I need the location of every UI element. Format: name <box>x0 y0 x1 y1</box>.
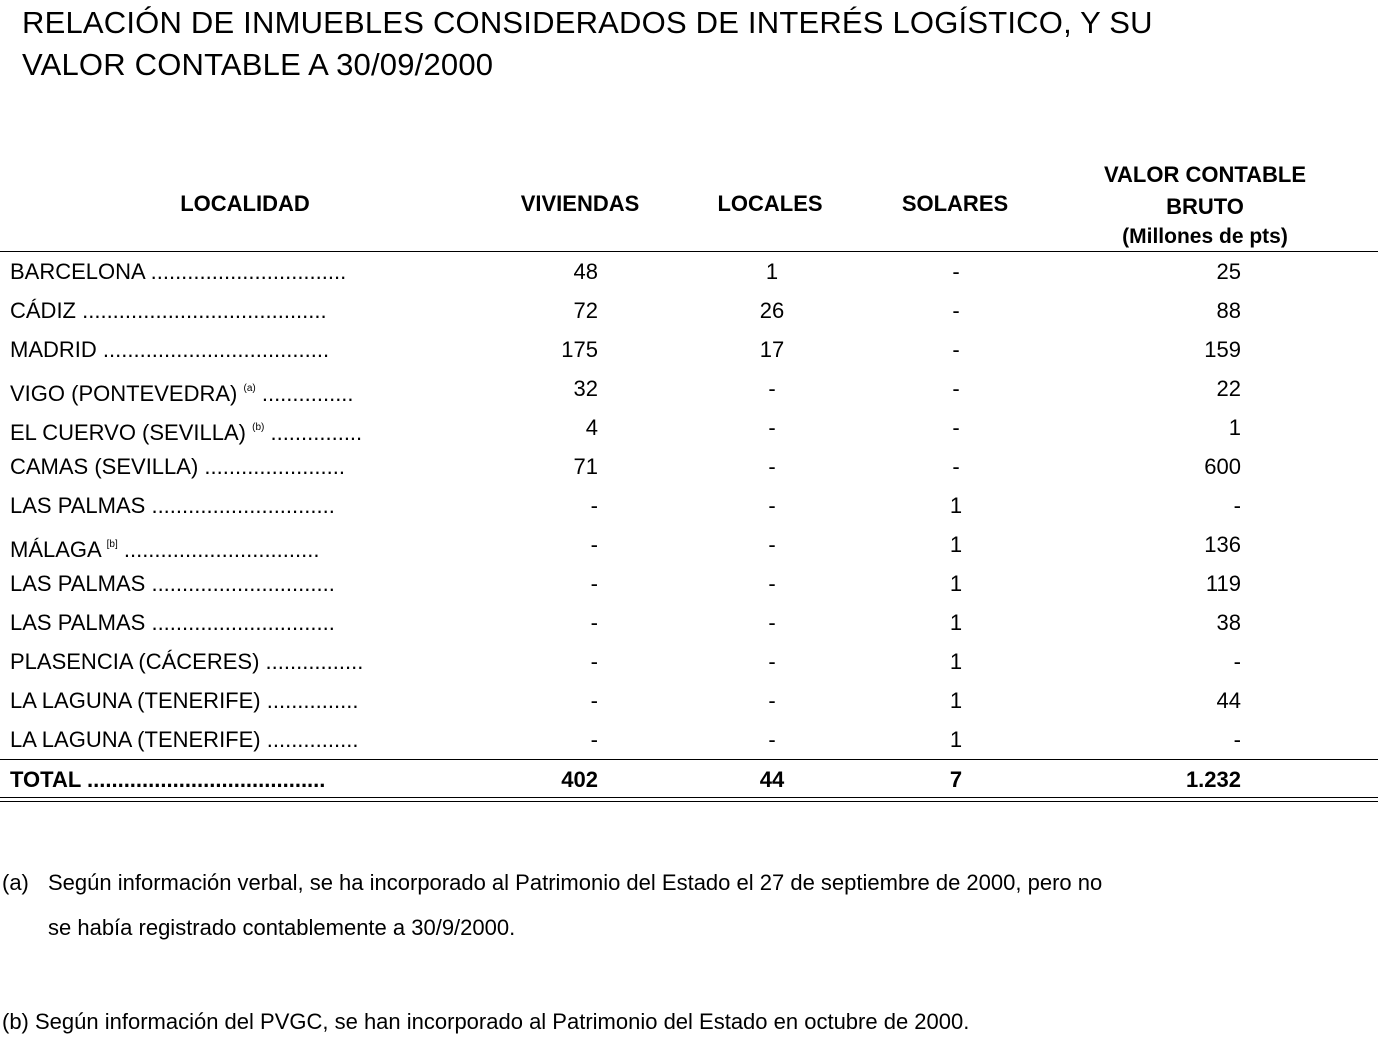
total-viviendas: 402 <box>561 767 598 792</box>
table-row <box>0 525 1378 564</box>
table-row <box>0 564 1378 603</box>
locales-cell: - <box>768 571 776 596</box>
leader-dots: .............................. <box>151 571 335 596</box>
footnote-a-line-1: Según información verbal, se ha incorporado al Patrimonio del Estado el 27 de septiembre de 2000, pero no <box>48 870 1103 895</box>
header-valor-line-2: BRUTO <box>1166 194 1244 219</box>
viviendas-cell: 32 <box>573 376 598 401</box>
solares-cell: - <box>952 376 960 401</box>
solares-cell: 1 <box>949 727 963 752</box>
solares-cell: 1 <box>949 649 963 674</box>
footnote-a-line-2: se había registrado contablemente a 30/9/2000. <box>48 915 516 940</box>
total-row <box>0 760 1378 799</box>
localidad-cell <box>10 447 345 486</box>
localidad-cell <box>10 252 346 291</box>
localidad-cell <box>10 564 335 603</box>
table-row <box>0 681 1378 720</box>
localidad-cell <box>10 720 358 759</box>
solares-cell: 1 <box>949 688 963 713</box>
localidad-cell <box>10 291 327 330</box>
localidad-cell <box>10 681 358 720</box>
localidad-name: LA LAGUNA (TENERIFE) <box>10 727 261 752</box>
header-localidad: LOCALIDAD <box>180 191 310 216</box>
footnote-ref: (a) <box>243 383 256 394</box>
leader-dots: ................................ <box>150 259 347 284</box>
leader-dots: .............................. <box>151 610 335 635</box>
localidad-name: LAS PALMAS <box>10 571 146 596</box>
header-viviendas: VIVIENDAS <box>520 191 640 216</box>
locales-cell: 26 <box>759 298 785 323</box>
locales-cell: 17 <box>759 337 785 362</box>
valor-cell: 88 <box>1216 298 1241 323</box>
valor-cell: 38 <box>1216 610 1241 635</box>
solares-cell: 1 <box>949 493 963 518</box>
valor-cell: 119 <box>1205 571 1241 596</box>
total-name: TOTAL <box>10 767 81 792</box>
localidad-name: MADRID <box>10 337 97 362</box>
header-locales: LOCALES <box>717 191 823 216</box>
table-row <box>0 369 1378 408</box>
localidad-name: VIGO (PONTEVEDRA) <box>10 381 238 406</box>
total-valor: 1.232 <box>1185 767 1241 792</box>
footnote-ref: (b) <box>252 422 265 433</box>
table-row <box>0 330 1378 369</box>
viviendas-cell: - <box>590 688 598 713</box>
leader-dots: ....................................... <box>87 767 326 792</box>
localidad-name: EL CUERVO (SEVILLA) <box>10 420 246 445</box>
viviendas-cell: - <box>590 571 598 596</box>
locales-cell: - <box>768 610 776 635</box>
viviendas-cell: 175 <box>561 337 598 362</box>
header-valor-line-1: VALOR CONTABLE <box>1103 162 1307 187</box>
localidad-cell <box>10 486 335 525</box>
table-row <box>0 603 1378 642</box>
localidad-name: BARCELONA <box>10 259 145 284</box>
solares-cell: 1 <box>949 610 963 635</box>
header-solares: SOLARES <box>901 191 1009 216</box>
header-valor-line-3: (Millones de pts) <box>1122 225 1288 248</box>
leader-dots: .............................. <box>151 493 335 518</box>
viviendas-cell: 71 <box>573 454 598 479</box>
localidad-cell <box>10 330 329 369</box>
valor-cell: 44 <box>1216 688 1241 713</box>
leader-dots: ................................ <box>123 537 320 562</box>
localidad-name: LAS PALMAS <box>10 610 146 635</box>
localidad-cell <box>10 603 335 642</box>
leader-dots: ............... <box>266 688 359 713</box>
table-row <box>0 486 1378 525</box>
valor-cell: 159 <box>1204 337 1241 362</box>
localidad-name: LA LAGUNA (TENERIFE) <box>10 688 261 713</box>
table-body <box>0 252 1378 759</box>
solares-cell: - <box>952 259 960 284</box>
leader-dots: ........................................ <box>82 298 327 323</box>
total-locales: 44 <box>759 767 785 792</box>
leader-dots: ....................... <box>204 454 345 479</box>
localidad-name: PLASENCIA (CÁCERES) <box>10 649 260 674</box>
valor-cell: 1 <box>1228 415 1241 440</box>
localidad-cell <box>10 642 363 681</box>
locales-cell: - <box>768 376 776 401</box>
localidad-cell <box>10 408 362 452</box>
locales-cell: - <box>768 454 776 479</box>
localidad-name: CAMAS (SEVILLA) <box>10 454 199 479</box>
table-row <box>0 642 1378 681</box>
solares-cell: - <box>952 415 960 440</box>
viviendas-cell: - <box>590 493 598 518</box>
table-row <box>0 291 1378 330</box>
locales-cell: - <box>768 727 776 752</box>
viviendas-cell: - <box>590 649 598 674</box>
footnote-a-label: (a) <box>2 870 29 895</box>
footnote-b: (b) Según información del PVGC, se han incorporado al Patrimonio del Estado en octubre de 2000. <box>2 1009 970 1034</box>
solares-cell: - <box>952 454 960 479</box>
viviendas-cell: 4 <box>585 415 598 440</box>
locales-cell: - <box>768 532 776 557</box>
locales-cell: - <box>768 649 776 674</box>
localidad-name: LAS PALMAS <box>10 493 146 518</box>
locales-cell: - <box>768 493 776 518</box>
double-rule-top <box>0 797 1378 798</box>
title-line-2: VALOR CONTABLE A 30/09/2000 <box>22 47 494 82</box>
valor-cell: 600 <box>1204 454 1241 479</box>
document-title <box>22 2 1153 86</box>
header-valor <box>1060 159 1350 251</box>
double-rule-bottom <box>0 801 1378 802</box>
title-line-1: RELACIÓN DE INMUEBLES CONSIDERADOS DE INTERÉS LOGÍSTICO, Y SU <box>22 5 1153 40</box>
viviendas-cell: 48 <box>573 259 598 284</box>
viviendas-cell: - <box>590 727 598 752</box>
leader-dots: ................ <box>265 649 364 674</box>
localidad-name: MÁLAGA <box>10 537 101 562</box>
footnote-ref: [b] <box>106 539 118 550</box>
leader-dots: ............... <box>266 727 359 752</box>
table-row <box>0 408 1378 447</box>
total-row-wrap <box>0 760 1378 799</box>
leader-dots: ..................................... <box>102 337 330 362</box>
valor-cell: - <box>1233 649 1241 674</box>
total-solares: 7 <box>949 767 963 792</box>
valor-cell: 25 <box>1216 259 1241 284</box>
leader-dots: ............... <box>261 381 354 406</box>
valor-cell: 22 <box>1216 376 1241 401</box>
table-header <box>0 155 1378 251</box>
leader-dots: ............... <box>270 420 363 445</box>
localidad-cell <box>10 525 319 569</box>
locales-cell: 1 <box>765 259 779 284</box>
total-label <box>10 760 325 799</box>
solares-cell: 1 <box>949 571 963 596</box>
viviendas-cell: 72 <box>573 298 598 323</box>
valor-cell: 136 <box>1204 532 1241 557</box>
localidad-name: CÁDIZ <box>10 298 76 323</box>
table-row <box>0 720 1378 759</box>
valor-cell: - <box>1233 727 1241 752</box>
solares-cell: - <box>952 298 960 323</box>
viviendas-cell: - <box>590 610 598 635</box>
solares-cell: 1 <box>949 532 963 557</box>
locales-cell: - <box>768 415 776 440</box>
viviendas-cell: - <box>590 532 598 557</box>
solares-cell: - <box>952 337 960 362</box>
table-row <box>0 252 1378 291</box>
table-row <box>0 447 1378 486</box>
locales-cell: - <box>768 688 776 713</box>
valor-cell: - <box>1233 493 1241 518</box>
localidad-cell <box>10 369 354 413</box>
